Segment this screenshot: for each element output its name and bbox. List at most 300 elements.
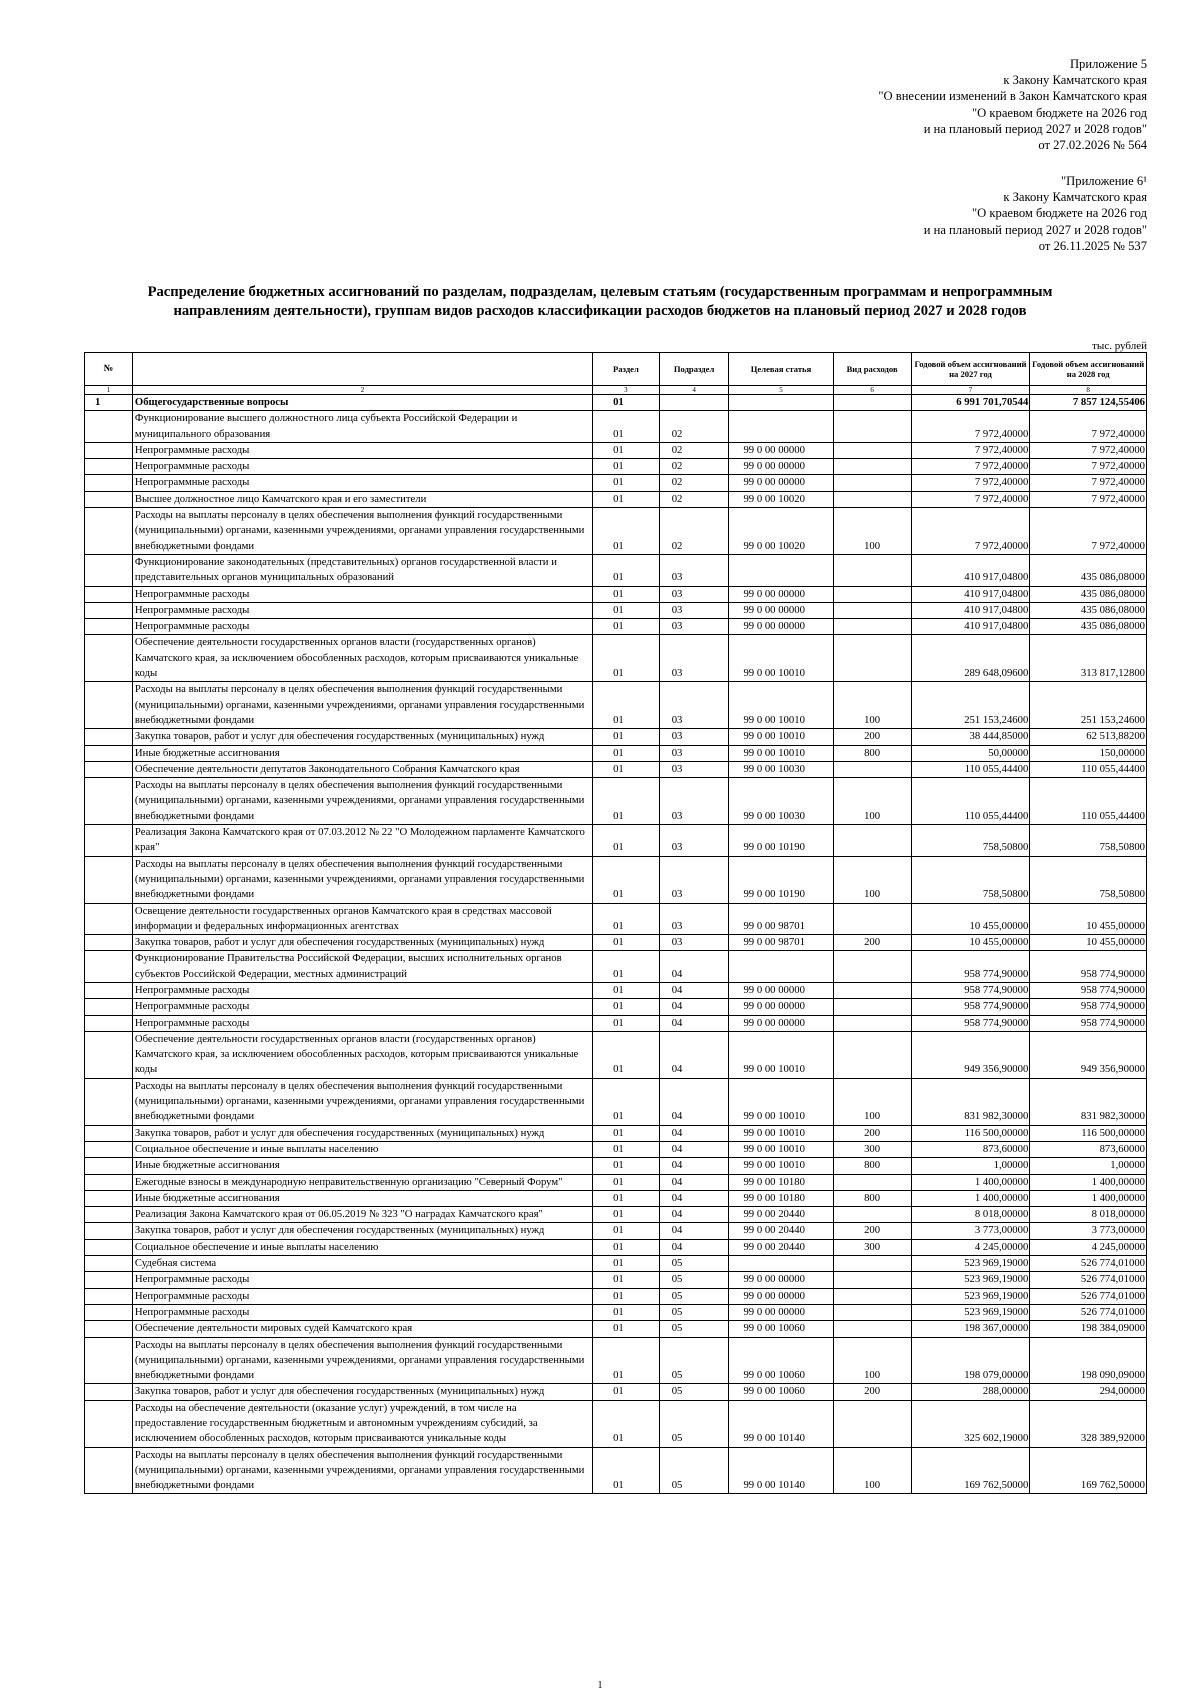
cell-target: 99 0 00 10010 bbox=[729, 635, 833, 682]
cell-subsection: 03 bbox=[659, 586, 729, 602]
col-number: 3 bbox=[593, 386, 660, 395]
col-header-subsection: Подраздел bbox=[659, 353, 729, 386]
cell-name: Расходы на выплаты персоналу в целях обеспечения выполнения функций государственными (муниципальными) органами, казенными учреждениями, органами управления государственными внебюджетными фондами bbox=[132, 682, 592, 729]
cell-section: 01 bbox=[593, 982, 660, 998]
cell-no bbox=[85, 1288, 133, 1304]
cell-no bbox=[85, 778, 133, 825]
cell-amount-2027: 958 774,90000 bbox=[911, 1015, 1030, 1031]
table-row bbox=[85, 1337, 1147, 1384]
appendix-6-line: к Закону Камчатского края bbox=[1003, 190, 1147, 205]
appendix-6-header bbox=[924, 173, 1147, 254]
cell-expense-type bbox=[833, 1272, 911, 1288]
table-row bbox=[85, 508, 1147, 555]
appendix-5-line: от 27.02.2026 № 564 bbox=[1038, 138, 1147, 153]
cell-name: Освещение деятельности государственных органов Камчатского края в средствах массовой информации и федеральных информационных агентствах bbox=[132, 903, 592, 935]
cell-amount-2028: 7 972,40000 bbox=[1030, 442, 1147, 458]
table-row bbox=[85, 1447, 1147, 1494]
cell-subsection: 02 bbox=[659, 491, 729, 507]
cell-section: 01 bbox=[593, 951, 660, 983]
cell-no bbox=[85, 1190, 133, 1206]
table-row bbox=[85, 602, 1147, 618]
table-row bbox=[85, 1158, 1147, 1174]
cell-no bbox=[85, 1337, 133, 1384]
cell-subsection: 03 bbox=[659, 856, 729, 903]
cell-name: Непрограммные расходы bbox=[132, 1288, 592, 1304]
appendix-5-line: к Закону Камчатского края bbox=[1003, 73, 1147, 88]
cell-subsection: 05 bbox=[659, 1304, 729, 1320]
cell-name: Закупка товаров, работ и услуг для обеспечения государственных (муниципальных) нужд bbox=[132, 729, 592, 745]
cell-section: 01 bbox=[593, 411, 660, 443]
cell-subsection: 04 bbox=[659, 1190, 729, 1206]
cell-expense-type: 100 bbox=[833, 856, 911, 903]
table-row bbox=[85, 1031, 1147, 1078]
cell-expense-type bbox=[833, 635, 911, 682]
cell-amount-2027: 410 917,04800 bbox=[911, 586, 1030, 602]
cell-name: Функционирование Правительства Российской Федерации, высших исполнительных органов субъектов Российской Федерации, местных администраций bbox=[132, 951, 592, 983]
cell-amount-2028: 435 086,08000 bbox=[1030, 554, 1147, 586]
cell-amount-2027: 7 972,40000 bbox=[911, 508, 1030, 555]
cell-target: 99 0 00 00000 bbox=[729, 1015, 833, 1031]
cell-subsection: 04 bbox=[659, 1125, 729, 1141]
cell-name: Расходы на выплаты персоналу в целях обеспечения выполнения функций государственными (муниципальными) органами, казенными учреждениями, органами управления государственными внебюджетными фондами bbox=[132, 1337, 592, 1384]
cell-target: 99 0 00 10010 bbox=[729, 745, 833, 761]
cell-no bbox=[85, 508, 133, 555]
cell-amount-2027: 7 972,40000 bbox=[911, 459, 1030, 475]
table-row bbox=[85, 745, 1147, 761]
cell-amount-2027: 325 602,19000 bbox=[911, 1400, 1030, 1447]
cell-name: Расходы на обеспечение деятельности (оказание услуг) учреждений, в том числе на предоставление государственным бюджетным и автономным учреждениям субсидий, за исключением обособленных расходов, которым присваиваются уникальные коды bbox=[132, 1400, 592, 1447]
cell-no bbox=[85, 1031, 133, 1078]
cell-amount-2027: 410 917,04800 bbox=[911, 554, 1030, 586]
cell-target: 99 0 00 10060 bbox=[729, 1321, 833, 1337]
cell-name: Иные бюджетные ассигнования bbox=[132, 745, 592, 761]
cell-expense-type bbox=[833, 825, 911, 857]
cell-section: 01 bbox=[593, 1015, 660, 1031]
cell-target: 99 0 00 00000 bbox=[729, 586, 833, 602]
cell-amount-2027: 758,50800 bbox=[911, 825, 1030, 857]
cell-no bbox=[85, 999, 133, 1015]
title-line: Распределение бюджетных ассигнований по разделам, подразделам, целевым статьям (государственным программам и непрограммным bbox=[147, 284, 1053, 300]
cell-section: 01 bbox=[593, 761, 660, 777]
col-number: 1 bbox=[85, 386, 133, 395]
cell-amount-2027: 169 762,50000 bbox=[911, 1447, 1030, 1494]
cell-amount-2027: 4 245,00000 bbox=[911, 1239, 1030, 1255]
cell-no bbox=[85, 1015, 133, 1031]
table-row bbox=[85, 1321, 1147, 1337]
cell-no bbox=[85, 1223, 133, 1239]
cell-name: Непрограммные расходы bbox=[132, 586, 592, 602]
cell-expense-type: 100 bbox=[833, 508, 911, 555]
cell-name: Социальное обеспечение и иные выплаты населению bbox=[132, 1239, 592, 1255]
table-row bbox=[85, 1174, 1147, 1190]
cell-section: 01 bbox=[593, 825, 660, 857]
cell-target: 99 0 00 00000 bbox=[729, 619, 833, 635]
cell-amount-2027: 6 991 701,70544 bbox=[911, 395, 1030, 411]
cell-name: Непрограммные расходы bbox=[132, 602, 592, 618]
table-row bbox=[85, 1304, 1147, 1320]
cell-name: Непрограммные расходы bbox=[132, 1304, 592, 1320]
cell-section: 01 bbox=[593, 635, 660, 682]
cell-name: Функционирование законодательных (представительных) органов государственной власти и представительных органов муниципальных образований bbox=[132, 554, 592, 586]
cell-section: 01 bbox=[593, 729, 660, 745]
cell-target bbox=[729, 951, 833, 983]
cell-amount-2028: 758,50800 bbox=[1030, 825, 1147, 857]
table-row bbox=[85, 1125, 1147, 1141]
table-row bbox=[85, 825, 1147, 857]
cell-expense-type bbox=[833, 1400, 911, 1447]
cell-no bbox=[85, 761, 133, 777]
cell-no bbox=[85, 475, 133, 491]
cell-no bbox=[85, 951, 133, 983]
page-number: 1 bbox=[597, 1680, 603, 1691]
table-row bbox=[85, 935, 1147, 951]
cell-no bbox=[85, 856, 133, 903]
cell-amount-2028: 7 972,40000 bbox=[1030, 459, 1147, 475]
table-row bbox=[85, 1256, 1147, 1272]
cell-section: 01 bbox=[593, 1078, 660, 1125]
cell-amount-2028: 7 972,40000 bbox=[1030, 411, 1147, 443]
cell-subsection: 05 bbox=[659, 1447, 729, 1494]
cell-amount-2028: 328 389,92000 bbox=[1030, 1400, 1147, 1447]
cell-name: Непрограммные расходы bbox=[132, 459, 592, 475]
table-row bbox=[85, 951, 1147, 983]
cell-name: Обеспечение деятельности государственных органов власти (государственных органов) Камчатского края, за исключением обособленных расходов, которым присваиваются уникальные коды bbox=[132, 1031, 592, 1078]
table-row bbox=[85, 586, 1147, 602]
table-row bbox=[85, 554, 1147, 586]
cell-no bbox=[85, 442, 133, 458]
table-row bbox=[85, 1239, 1147, 1255]
cell-expense-type bbox=[833, 1207, 911, 1223]
cell-section: 01 bbox=[593, 1141, 660, 1157]
cell-expense-type bbox=[833, 1321, 911, 1337]
cell-amount-2028: 251 153,24600 bbox=[1030, 682, 1147, 729]
cell-section: 01 bbox=[593, 1288, 660, 1304]
cell-name: Обеспечение деятельности мировых судей Камчатского края bbox=[132, 1321, 592, 1337]
cell-expense-type bbox=[833, 951, 911, 983]
table-row bbox=[85, 1207, 1147, 1223]
cell-subsection: 03 bbox=[659, 761, 729, 777]
cell-expense-type bbox=[833, 1174, 911, 1190]
cell-target bbox=[729, 1256, 833, 1272]
cell-amount-2027: 831 982,30000 bbox=[911, 1078, 1030, 1125]
cell-expense-type: 200 bbox=[833, 935, 911, 951]
cell-amount-2028: 526 774,01000 bbox=[1030, 1304, 1147, 1320]
cell-name: Расходы на выплаты персоналу в целях обеспечения выполнения функций государственными (муниципальными) органами, казенными учреждениями, органами управления государственными внебюджетными фондами bbox=[132, 1078, 592, 1125]
cell-no bbox=[85, 635, 133, 682]
cell-target: 99 0 00 00000 bbox=[729, 1272, 833, 1288]
cell-expense-type: 100 bbox=[833, 1447, 911, 1494]
cell-amount-2028: 110 055,44400 bbox=[1030, 761, 1147, 777]
cell-expense-type bbox=[833, 761, 911, 777]
cell-expense-type: 200 bbox=[833, 729, 911, 745]
cell-no bbox=[85, 459, 133, 475]
cell-target: 99 0 00 00000 bbox=[729, 475, 833, 491]
cell-amount-2027: 1,00000 bbox=[911, 1158, 1030, 1174]
cell-name: Общегосударственные вопросы bbox=[132, 395, 592, 411]
cell-name: Социальное обеспечение и иные выплаты населению bbox=[132, 1141, 592, 1157]
cell-amount-2028: 958 774,90000 bbox=[1030, 999, 1147, 1015]
cell-section: 01 bbox=[593, 903, 660, 935]
cell-amount-2028: 150,00000 bbox=[1030, 745, 1147, 761]
cell-subsection: 03 bbox=[659, 682, 729, 729]
table-row bbox=[85, 856, 1147, 903]
cell-expense-type bbox=[833, 554, 911, 586]
cell-expense-type: 100 bbox=[833, 1078, 911, 1125]
cell-amount-2028: 758,50800 bbox=[1030, 856, 1147, 903]
col-number: 8 bbox=[1030, 386, 1147, 395]
cell-target: 99 0 00 10190 bbox=[729, 825, 833, 857]
cell-target: 99 0 00 00000 bbox=[729, 1304, 833, 1320]
cell-section: 01 bbox=[593, 442, 660, 458]
appendix-5-header bbox=[878, 56, 1147, 153]
col-number: 6 bbox=[833, 386, 911, 395]
cell-no bbox=[85, 1272, 133, 1288]
cell-no: 1 bbox=[85, 395, 133, 411]
cell-amount-2027: 50,00000 bbox=[911, 745, 1030, 761]
cell-no bbox=[85, 682, 133, 729]
cell-subsection: 03 bbox=[659, 602, 729, 618]
cell-name: Обеспечение деятельности государственных органов власти (государственных органов) Камчатского края, за исключением обособленных расходов, которым присваиваются уникальные коды bbox=[132, 635, 592, 682]
col-header-section: Раздел bbox=[593, 353, 660, 386]
cell-target: 99 0 00 10020 bbox=[729, 491, 833, 507]
cell-amount-2027: 7 972,40000 bbox=[911, 475, 1030, 491]
cell-target bbox=[729, 554, 833, 586]
col-header-expense-type: Вид расходов bbox=[833, 353, 911, 386]
cell-amount-2028: 831 982,30000 bbox=[1030, 1078, 1147, 1125]
cell-subsection: 05 bbox=[659, 1384, 729, 1400]
table-row bbox=[85, 442, 1147, 458]
cell-no bbox=[85, 1304, 133, 1320]
cell-name: Закупка товаров, работ и услуг для обеспечения государственных (муниципальных) нужд bbox=[132, 1125, 592, 1141]
cell-subsection: 03 bbox=[659, 935, 729, 951]
cell-subsection: 02 bbox=[659, 475, 729, 491]
cell-section: 01 bbox=[593, 602, 660, 618]
cell-amount-2028: 958 774,90000 bbox=[1030, 982, 1147, 998]
cell-amount-2027: 958 774,90000 bbox=[911, 951, 1030, 983]
cell-name: Закупка товаров, работ и услуг для обеспечения государственных (муниципальных) нужд bbox=[132, 1223, 592, 1239]
cell-expense-type: 800 bbox=[833, 1190, 911, 1206]
cell-no bbox=[85, 1078, 133, 1125]
appendix-5-line: "О внесении изменений в Закон Камчатского края bbox=[878, 89, 1147, 104]
cell-subsection: 05 bbox=[659, 1272, 729, 1288]
cell-section: 01 bbox=[593, 1174, 660, 1190]
col-number: 5 bbox=[729, 386, 833, 395]
cell-amount-2028: 526 774,01000 bbox=[1030, 1272, 1147, 1288]
cell-target: 99 0 00 20440 bbox=[729, 1223, 833, 1239]
cell-name: Расходы на выплаты персоналу в целях обеспечения выполнения функций государственными (муниципальными) органами, казенными учреждениями, органами управления государственными внебюджетными фондами bbox=[132, 508, 592, 555]
cell-expense-type bbox=[833, 1015, 911, 1031]
cell-subsection: 05 bbox=[659, 1288, 729, 1304]
appendix-5-line: Приложение 5 bbox=[1069, 57, 1147, 71]
cell-no bbox=[85, 1141, 133, 1157]
cell-expense-type bbox=[833, 1304, 911, 1320]
cell-amount-2027: 7 972,40000 bbox=[911, 442, 1030, 458]
cell-amount-2027: 410 917,04800 bbox=[911, 619, 1030, 635]
cell-name: Иные бюджетные ассигнования bbox=[132, 1190, 592, 1206]
table-row bbox=[85, 778, 1147, 825]
cell-name: Расходы на выплаты персоналу в целях обеспечения выполнения функций государственными (муниципальными) органами, казенными учреждениями, органами управления государственными внебюджетными фондами bbox=[132, 856, 592, 903]
cell-name: Судебная система bbox=[132, 1256, 592, 1272]
col-number: 7 bbox=[911, 386, 1030, 395]
cell-name: Расходы на выплаты персоналу в целях обеспечения выполнения функций государственными (муниципальными) органами, казенными учреждениями, органами управления государственными внебюджетными фондами bbox=[132, 778, 592, 825]
cell-amount-2027: 523 969,19000 bbox=[911, 1304, 1030, 1320]
cell-subsection: 03 bbox=[659, 778, 729, 825]
cell-target: 99 0 00 10060 bbox=[729, 1384, 833, 1400]
cell-subsection: 02 bbox=[659, 442, 729, 458]
cell-target: 99 0 00 10140 bbox=[729, 1400, 833, 1447]
cell-subsection: 02 bbox=[659, 508, 729, 555]
cell-amount-2027: 958 774,90000 bbox=[911, 982, 1030, 998]
cell-amount-2027: 949 356,90000 bbox=[911, 1031, 1030, 1078]
cell-section: 01 bbox=[593, 586, 660, 602]
cell-amount-2027: 8 018,00000 bbox=[911, 1207, 1030, 1223]
cell-amount-2028: 169 762,50000 bbox=[1030, 1447, 1147, 1494]
cell-amount-2028: 7 972,40000 bbox=[1030, 475, 1147, 491]
cell-expense-type: 100 bbox=[833, 1337, 911, 1384]
cell-no bbox=[85, 586, 133, 602]
cell-amount-2028: 958 774,90000 bbox=[1030, 1015, 1147, 1031]
cell-section: 01 bbox=[593, 1304, 660, 1320]
cell-section: 01 bbox=[593, 554, 660, 586]
cell-expense-type: 800 bbox=[833, 745, 911, 761]
cell-expense-type bbox=[833, 619, 911, 635]
table-row bbox=[85, 491, 1147, 507]
table-row bbox=[85, 729, 1147, 745]
cell-section: 01 bbox=[593, 395, 660, 411]
cell-target: 99 0 00 00000 bbox=[729, 1288, 833, 1304]
table-row bbox=[85, 395, 1147, 411]
cell-target: 99 0 00 00000 bbox=[729, 602, 833, 618]
cell-no bbox=[85, 1125, 133, 1141]
cell-amount-2028: 526 774,01000 bbox=[1030, 1288, 1147, 1304]
cell-amount-2027: 110 055,44400 bbox=[911, 761, 1030, 777]
col-number: 2 bbox=[132, 386, 592, 395]
cell-subsection: 02 bbox=[659, 411, 729, 443]
cell-target: 99 0 00 10010 bbox=[729, 682, 833, 729]
appendix-5-line: и на плановый период 2027 и 2028 годов" bbox=[923, 121, 1147, 136]
cell-no bbox=[85, 982, 133, 998]
cell-no bbox=[85, 1174, 133, 1190]
cell-expense-type: 800 bbox=[833, 1158, 911, 1174]
cell-expense-type bbox=[833, 903, 911, 935]
cell-no bbox=[85, 619, 133, 635]
cell-expense-type bbox=[833, 442, 911, 458]
cell-no bbox=[85, 1207, 133, 1223]
cell-subsection: 04 bbox=[659, 1031, 729, 1078]
table-row bbox=[85, 903, 1147, 935]
cell-expense-type: 300 bbox=[833, 1239, 911, 1255]
cell-subsection: 03 bbox=[659, 635, 729, 682]
cell-section: 01 bbox=[593, 491, 660, 507]
table-row bbox=[85, 1288, 1147, 1304]
cell-amount-2027: 288,00000 bbox=[911, 1384, 1030, 1400]
cell-section: 01 bbox=[593, 745, 660, 761]
cell-section: 01 bbox=[593, 778, 660, 825]
cell-expense-type: 300 bbox=[833, 1141, 911, 1157]
cell-amount-2028: 4 245,00000 bbox=[1030, 1239, 1147, 1255]
cell-subsection: 04 bbox=[659, 1174, 729, 1190]
cell-no bbox=[85, 1447, 133, 1494]
col-header-target: Целевая статья bbox=[729, 353, 833, 386]
cell-subsection: 04 bbox=[659, 951, 729, 983]
cell-expense-type bbox=[833, 1256, 911, 1272]
table-row bbox=[85, 475, 1147, 491]
cell-name: Закупка товаров, работ и услуг для обеспечения государственных (муниципальных) нужд bbox=[132, 935, 592, 951]
appendix-5-line: "О краевом бюджете на 2026 год bbox=[972, 105, 1147, 120]
cell-no bbox=[85, 1400, 133, 1447]
cell-section: 01 bbox=[593, 1447, 660, 1494]
cell-amount-2028: 294,00000 bbox=[1030, 1384, 1147, 1400]
cell-target: 99 0 00 10030 bbox=[729, 778, 833, 825]
cell-section: 01 bbox=[593, 1239, 660, 1255]
budget-table bbox=[84, 352, 1147, 1494]
cell-target: 99 0 00 00000 bbox=[729, 982, 833, 998]
cell-amount-2027: 38 444,85000 bbox=[911, 729, 1030, 745]
cell-target: 99 0 00 10180 bbox=[729, 1174, 833, 1190]
cell-section: 01 bbox=[593, 935, 660, 951]
cell-subsection: 03 bbox=[659, 619, 729, 635]
cell-amount-2028: 313 817,12800 bbox=[1030, 635, 1147, 682]
cell-subsection: 04 bbox=[659, 982, 729, 998]
cell-target: 99 0 00 98701 bbox=[729, 935, 833, 951]
table-body bbox=[85, 395, 1147, 1494]
title-line: направлениям деятельности), группам видов расходов классификации расходов бюджетов на плановый период 2027 и 2028 годов bbox=[173, 302, 1027, 319]
units-label: тыс. рублей bbox=[1092, 340, 1147, 352]
table-row bbox=[85, 619, 1147, 635]
cell-expense-type bbox=[833, 411, 911, 443]
cell-expense-type: 200 bbox=[833, 1384, 911, 1400]
cell-amount-2028: 7 972,40000 bbox=[1030, 491, 1147, 507]
cell-amount-2027: 116 500,00000 bbox=[911, 1125, 1030, 1141]
cell-target: 99 0 00 10140 bbox=[729, 1447, 833, 1494]
cell-target: 99 0 00 10190 bbox=[729, 856, 833, 903]
cell-target bbox=[729, 411, 833, 443]
cell-amount-2028: 873,60000 bbox=[1030, 1141, 1147, 1157]
cell-section: 01 bbox=[593, 856, 660, 903]
cell-expense-type bbox=[833, 586, 911, 602]
cell-amount-2027: 198 079,00000 bbox=[911, 1337, 1030, 1384]
cell-expense-type bbox=[833, 459, 911, 475]
table-row bbox=[85, 1272, 1147, 1288]
cell-section: 01 bbox=[593, 1125, 660, 1141]
cell-amount-2028: 7 972,40000 bbox=[1030, 508, 1147, 555]
cell-name: Функционирование высшего должностного лица субъекта Российской Федерации и муниципального образования bbox=[132, 411, 592, 443]
cell-section: 01 bbox=[593, 1272, 660, 1288]
cell-no bbox=[85, 1256, 133, 1272]
cell-subsection: 03 bbox=[659, 745, 729, 761]
cell-expense-type: 100 bbox=[833, 682, 911, 729]
cell-name: Реализация Закона Камчатского края от 07.03.2012 № 22 "О Молодежном парламенте Камчатского края" bbox=[132, 825, 592, 857]
cell-target: 99 0 00 20440 bbox=[729, 1239, 833, 1255]
col-number: 4 bbox=[659, 386, 729, 395]
cell-name: Расходы на выплаты персоналу в целях обеспечения выполнения функций государственными (муниципальными) органами, казенными учреждениями, органами управления государственными внебюджетными фондами bbox=[132, 1447, 592, 1494]
cell-section: 01 bbox=[593, 619, 660, 635]
cell-amount-2027: 110 055,44400 bbox=[911, 778, 1030, 825]
cell-amount-2027: 873,60000 bbox=[911, 1141, 1030, 1157]
column-numbers-row bbox=[85, 386, 1147, 395]
cell-amount-2028: 435 086,08000 bbox=[1030, 602, 1147, 618]
cell-amount-2027: 523 969,19000 bbox=[911, 1272, 1030, 1288]
cell-amount-2027: 1 400,00000 bbox=[911, 1190, 1030, 1206]
cell-amount-2028: 1,00000 bbox=[1030, 1158, 1147, 1174]
cell-section: 01 bbox=[593, 1223, 660, 1239]
cell-subsection bbox=[659, 395, 729, 411]
col-header-name bbox=[132, 353, 592, 386]
appendix-6-line: "Приложение 6¹ bbox=[1061, 174, 1147, 188]
cell-name: Обеспечение деятельности депутатов Законодательного Собрания Камчатского края bbox=[132, 761, 592, 777]
cell-name: Непрограммные расходы bbox=[132, 982, 592, 998]
cell-amount-2027: 251 153,24600 bbox=[911, 682, 1030, 729]
